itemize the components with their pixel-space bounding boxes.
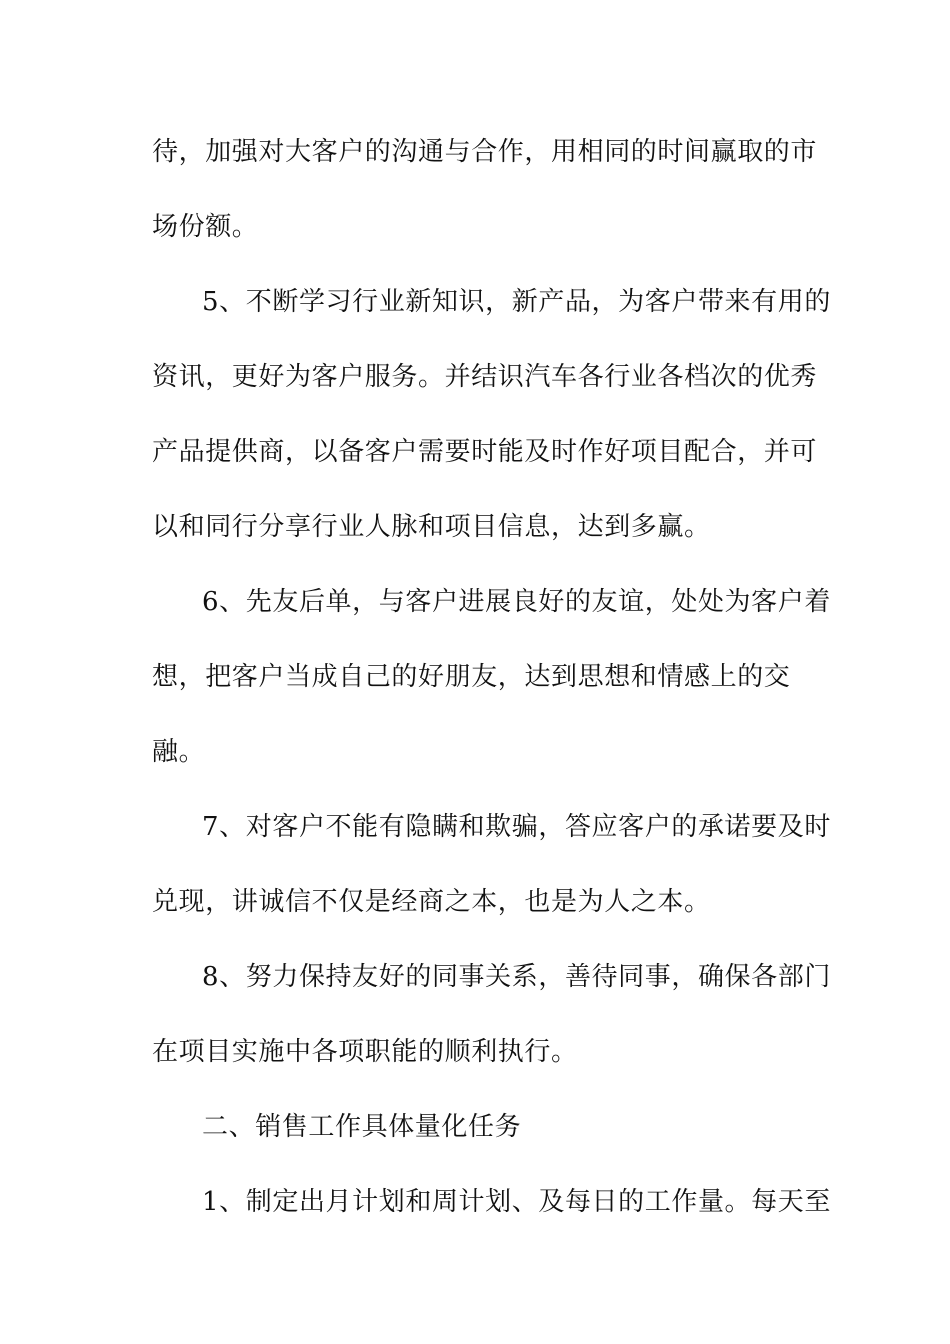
text-line: 场份额。 [152, 212, 259, 242]
paragraph-start-8: 8、努力保持友好的同事关系，善待同事，确保各部门 [202, 962, 831, 992]
text-line: 以和同行分享行业人脉和项目信息，达到多赢。 [152, 512, 711, 542]
text-line: 资讯，更好为客户服务。并结识汽车各行业各档次的优秀 [152, 362, 818, 392]
paragraph-start-1: 1、制定出月计划和周计划、及每日的工作量。每天至 [202, 1187, 831, 1217]
section-heading: 二、销售工作具体量化任务 [202, 1112, 522, 1142]
text-line: 想，把客户当成自己的好朋友，达到思想和情感上的交 [152, 662, 791, 692]
text-line: 待，加强对大客户的沟通与合作，用相同的时间赢取的市 [152, 137, 818, 167]
text-line: 在项目实施中各项职能的顺利执行。 [152, 1037, 578, 1067]
paragraph-start-6: 6、先友后单，与客户进展良好的友谊，处处为客户着 [202, 587, 831, 617]
text-line: 兑现，讲诚信不仅是经商之本，也是为人之本。 [152, 887, 711, 917]
text-line: 产品提供商，以备客户需要时能及时作好项目配合，并可 [152, 437, 818, 467]
paragraph-start-7: 7、对客户不能有隐瞒和欺骗，答应客户的承诺要及时 [202, 812, 831, 842]
text-line: 融。 [152, 737, 206, 767]
paragraph-start-5: 5、不断学习行业新知识，新产品，为客户带来有用的 [202, 287, 831, 317]
